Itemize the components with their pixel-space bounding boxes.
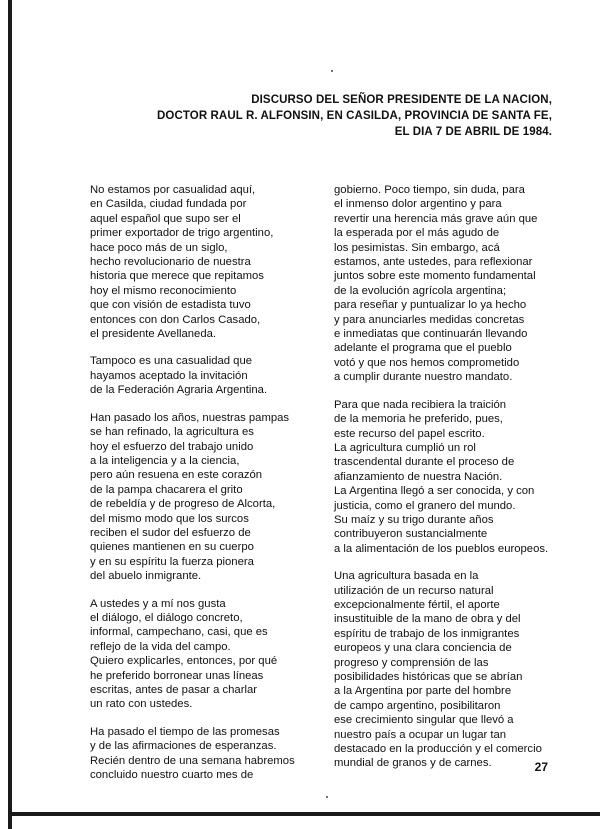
- text-line: y para anunciarles medidas concretas: [334, 313, 525, 326]
- paragraph: [334, 183, 564, 385]
- text-line: Quiero explicarles, entonces, por qué: [90, 655, 278, 668]
- left-margin-rule: [8, 0, 12, 829]
- text-line: historia que merece que repitamos: [90, 270, 264, 283]
- text-line: mundial de granos y de carnes.: [334, 757, 492, 770]
- text-line: la esperada por el más agudo de: [334, 227, 500, 240]
- text-line: adelante el programa que el pueblo: [334, 342, 512, 355]
- text-line: este recurso del papel escrito.: [334, 427, 485, 440]
- scan-speck: [331, 70, 333, 72]
- text-line: Una agricultura basada en la: [334, 570, 479, 583]
- heading-line: DOCTOR RAUL R. ALFONSIN, EN CASILDA, PROVINCIA DE SANTA FE,: [157, 110, 552, 122]
- paragraph: [90, 597, 322, 712]
- text-line: a la Argentina por parte del hombre: [334, 685, 512, 698]
- text-line: a la alimentación de los pueblos europeos.: [334, 542, 549, 555]
- text-line: La agricultura cumplió un rol: [334, 441, 476, 454]
- text-line: del mismo modo que los surcos: [90, 512, 249, 525]
- paragraph: [334, 398, 564, 556]
- text-line: hace poco más de un siglo,: [90, 241, 228, 254]
- text-line: primer exportador de trigo argentino,: [90, 227, 274, 240]
- text-line: Para que nada recibiera la traición: [334, 398, 507, 411]
- text-line: contribuyeron sustancialmente: [334, 528, 488, 541]
- text-line: en Casilda, ciudad fundada por: [90, 198, 247, 211]
- text-line: destacado en la producción y el comercio: [334, 743, 542, 756]
- text-line: Su maíz y su trigo durante años: [334, 513, 494, 526]
- speech-heading: [132, 92, 552, 140]
- text-line: el inmenso dolor argentino y para: [334, 198, 502, 211]
- text-line: juntos sobre este momento fundamental: [334, 270, 536, 283]
- text-line: ese crecimiento singular que llevó a: [334, 714, 514, 727]
- text-line: reflejo de la vida del campo.: [90, 640, 231, 653]
- text-line: de campo argentino, posibilitaron: [334, 699, 501, 712]
- text-line: se han refinado, la agricultura es: [90, 426, 254, 439]
- text-line: hoy el esfuerzo del trabajo unido: [90, 440, 254, 453]
- text-line: Ha pasado el tiempo de las promesas: [90, 725, 280, 738]
- text-line: que con visión de estadista tuvo: [90, 299, 251, 312]
- text-line: y de las afirmaciones de esperanzas.: [90, 740, 277, 753]
- text-line: posibilidades históricas que se abrían: [334, 671, 523, 683]
- text-line: nuestro país a ocupar un lugar tan: [334, 728, 507, 741]
- text-line: concluido nuestro cuarto mes de: [90, 769, 254, 782]
- text-line: reciben el sudor del esfuerzo de: [90, 526, 251, 539]
- text-line: hoy el mismo reconocimiento: [90, 284, 237, 297]
- text-line: de la evolución agrícola argentina;: [334, 284, 507, 297]
- text-line: La Argentina llegó a ser conocida, y con: [334, 485, 535, 498]
- text-line: Recién dentro de una semana habremos: [90, 754, 295, 767]
- paragraph: [90, 411, 322, 584]
- text-line: espíritu de trabajo de los inmigrantes: [334, 627, 520, 640]
- left-text-column: [90, 183, 322, 795]
- text-line: a la inteligencia y a la ciencia,: [90, 454, 240, 467]
- page-number: 27: [534, 760, 548, 774]
- text-line: quienes mantienen en su cuerpo: [90, 541, 254, 554]
- paragraph: [90, 725, 322, 783]
- text-line: e inmediatas que continuarán llevando: [334, 328, 528, 341]
- heading-line: DISCURSO DEL SEÑOR PRESIDENTE DE LA NACION,: [251, 94, 552, 106]
- text-line: informal, campechano, casi, que es: [90, 626, 268, 639]
- text-line: de la pampa chacarera el grito: [90, 483, 243, 496]
- text-line: insustituible de la mano de obra y del: [334, 613, 521, 626]
- text-line: hecho revolucionario de nuestra: [90, 256, 251, 269]
- text-line: para reseñar y puntualizar lo ya hecho: [334, 299, 527, 312]
- text-line: estamos, ante ustedes, para reflexionar: [334, 256, 533, 269]
- text-line: trascendental durante el proceso de: [334, 456, 515, 469]
- text-line: el diálogo, el diálogo concreto,: [90, 611, 243, 624]
- text-line: de rebeldía y de progreso de Alcorta,: [90, 498, 276, 511]
- scan-speck: [326, 796, 328, 798]
- text-line: A ustedes y a mí nos gusta: [90, 597, 226, 610]
- text-line: de la Federación Agraria Argentina.: [90, 384, 268, 397]
- text-line: excepcionalmente fértil, el aporte: [334, 598, 500, 611]
- text-line: aquel español que supo ser el: [90, 212, 241, 225]
- paragraph: [334, 569, 564, 771]
- text-line: progreso y comprensión de las: [334, 656, 489, 669]
- paragraph: [90, 354, 322, 397]
- text-line: votó y que nos hemos comprometido: [334, 356, 520, 369]
- text-line: he preferido borronear unas líneas: [90, 669, 264, 682]
- paragraph: [90, 183, 322, 341]
- text-line: los pesimistas. Sin embargo, acá: [334, 241, 500, 254]
- bottom-margin-rule: [8, 812, 600, 816]
- text-line: europeos y una clara conciencia de: [334, 642, 512, 655]
- text-line: entonces con don Carlos Casado,: [90, 313, 261, 326]
- text-line: afianzamiento de nuestra Nación.: [334, 470, 503, 483]
- text-line: revertir una herencia más grave aún que: [334, 212, 538, 225]
- text-line: Tampoco es una casualidad que: [90, 355, 253, 368]
- text-line: el presidente Avellaneda.: [90, 328, 217, 341]
- text-line: del abuelo inmigrante.: [90, 570, 202, 583]
- text-line: escritas, antes de pasar a charlar: [90, 684, 258, 696]
- text-line: utilización de un recurso natural: [334, 584, 494, 597]
- right-text-column: [334, 183, 564, 784]
- text-line: hayamos aceptado la invitación: [90, 369, 248, 382]
- text-line: y en su espíritu la fuerza pionera: [90, 555, 254, 568]
- text-line: un rato con ustedes.: [90, 698, 193, 711]
- text-line: Han pasado los años, nuestras pampas: [90, 411, 290, 424]
- text-line: pero aún resuena en este corazón: [90, 469, 263, 482]
- heading-line: EL DIA 7 DE ABRIL DE 1984.: [394, 126, 552, 138]
- text-line: justicia, como el granero del mundo.: [334, 499, 516, 512]
- text-line: de la memoria he preferido, pues,: [334, 413, 503, 426]
- text-line: No estamos por casualidad aquí,: [90, 184, 256, 196]
- text-line: gobierno. Poco tiempo, sin duda, para: [334, 184, 525, 196]
- text-line: a cumplir durante nuestro mandato.: [334, 371, 513, 384]
